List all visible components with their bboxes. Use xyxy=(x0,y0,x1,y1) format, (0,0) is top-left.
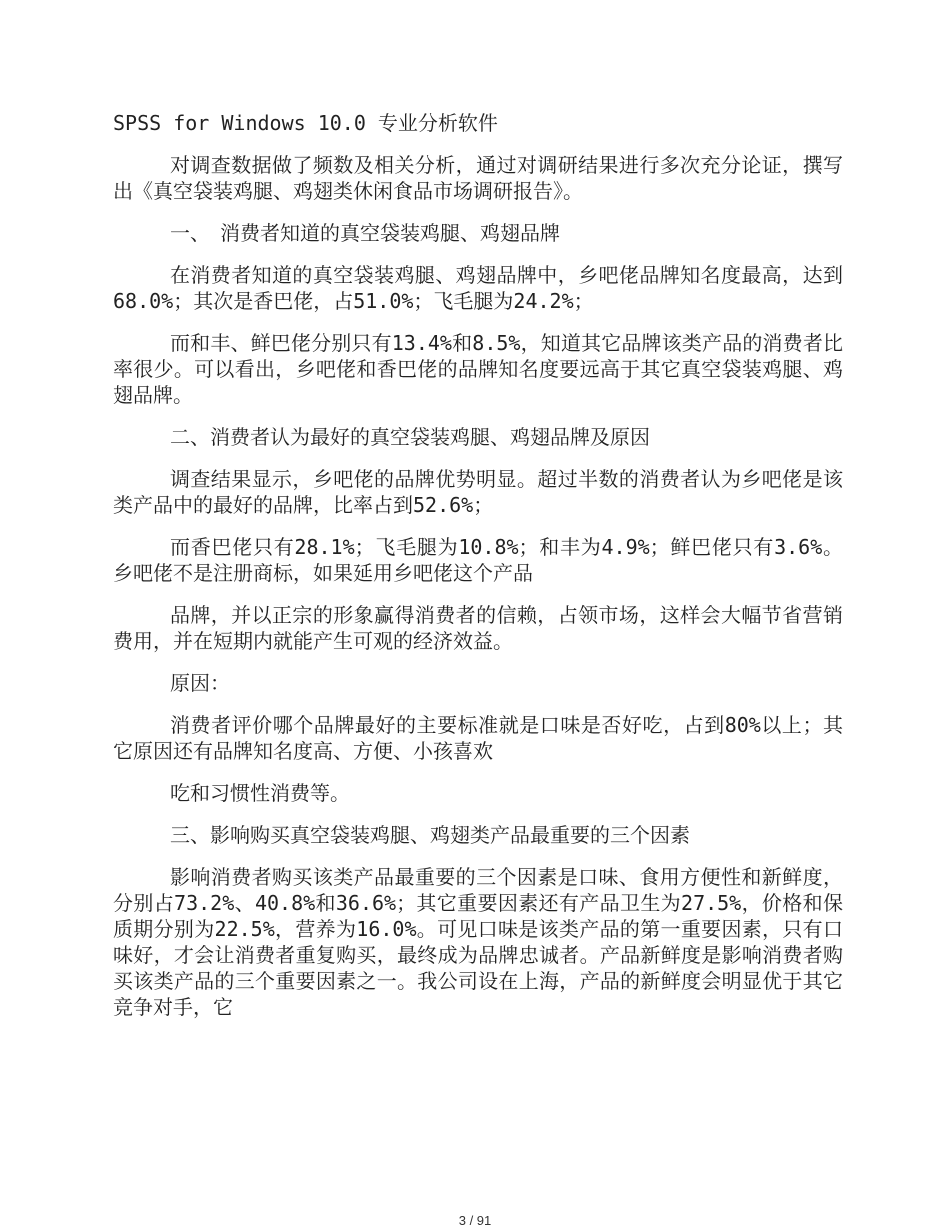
paragraph-brand-strategy: 品牌，并以正宗的形象赢得消费者的信赖，占领市场，这样会大幅节省营销费用，并在短期内就能产生可观的经济效益。 xyxy=(113,603,843,653)
paragraph-other-brands: 而和丰、鲜巴佬分别只有13.4%和8.5%，知道其它品牌该类产品的消费者比率很少。可以看出，乡吧佬和香巴佬的品牌知名度要远高于其它真空袋装鸡腿、鸡翅品牌。 xyxy=(113,331,843,407)
section-heading-1: 一、 消费者知道的真空袋装鸡腿、鸡翅品牌 xyxy=(170,221,560,245)
paragraph-analysis-summary: 对调查数据做了频数及相关分析，通过对调研结果进行多次充分论证，撰写出《真空袋装鸡腿、鸡翅类休闲食品市场调研报告》。 xyxy=(113,153,843,203)
paragraph-reason-label: 原因： xyxy=(170,671,230,695)
paragraph-reason-taste: 消费者评价哪个品牌最好的主要标准就是口味是否好吃，占到80%以上；其它原因还有品牌知名度高、方便、小孩喜欢 xyxy=(113,713,843,763)
paragraph-brand-awareness: 在消费者知道的真空袋装鸡腿、鸡翅品牌中，乡吧佬品牌知名度最高，达到68.0%；其次是香巴佬，占51.0%；飞毛腿为24.2%； xyxy=(113,263,843,313)
section-heading-3: 三、影响购买真空袋装鸡腿、鸡翅类产品最重要的三个因素 xyxy=(170,823,690,847)
paragraph-brand-shares: 而香巴佬只有28.1%；飞毛腿为10.8%；和丰为4.9%；鲜巴佬只有3.6%。乡吧佬不是注册商标，如果延用乡吧佬这个产品 xyxy=(113,535,843,585)
paragraph-best-brand: 调查结果显示，乡吧佬的品牌优势明显。超过半数的消费者认为乡吧佬是该类产品中的最好的品牌，比率占到52.6%； xyxy=(113,467,843,517)
page-indicator: 3 / 91 xyxy=(458,1213,492,1228)
intro-line: SPSS for Windows 10.0 专业分析软件 xyxy=(113,111,498,135)
paragraph-purchase-factors: 影响消费者购买该类产品最重要的三个因素是口味、食用方便性和新鲜度，分别占73.2%、40.8%和36.6%；其它重要因素还有产品卫生为27.5%，价格和保质期分别为22.5%，营养为16.0%。可见口味是该类产品的第一重要因素，只有口味好，才会让消费者重复购买，最终成为品牌忠诚者。产品新鲜度是影响消费者购买该类产品的三个重要因素之一。我公司设在上海，产品的新鲜度会明显优于其它竞争对手，它 xyxy=(113,865,843,1019)
section-heading-2: 二、消费者认为最好的真空袋装鸡腿、鸡翅品牌及原因 xyxy=(170,425,650,449)
paragraph-reason-habit: 吃和习惯性消费等。 xyxy=(170,781,350,805)
document-body xyxy=(113,110,843,1036)
